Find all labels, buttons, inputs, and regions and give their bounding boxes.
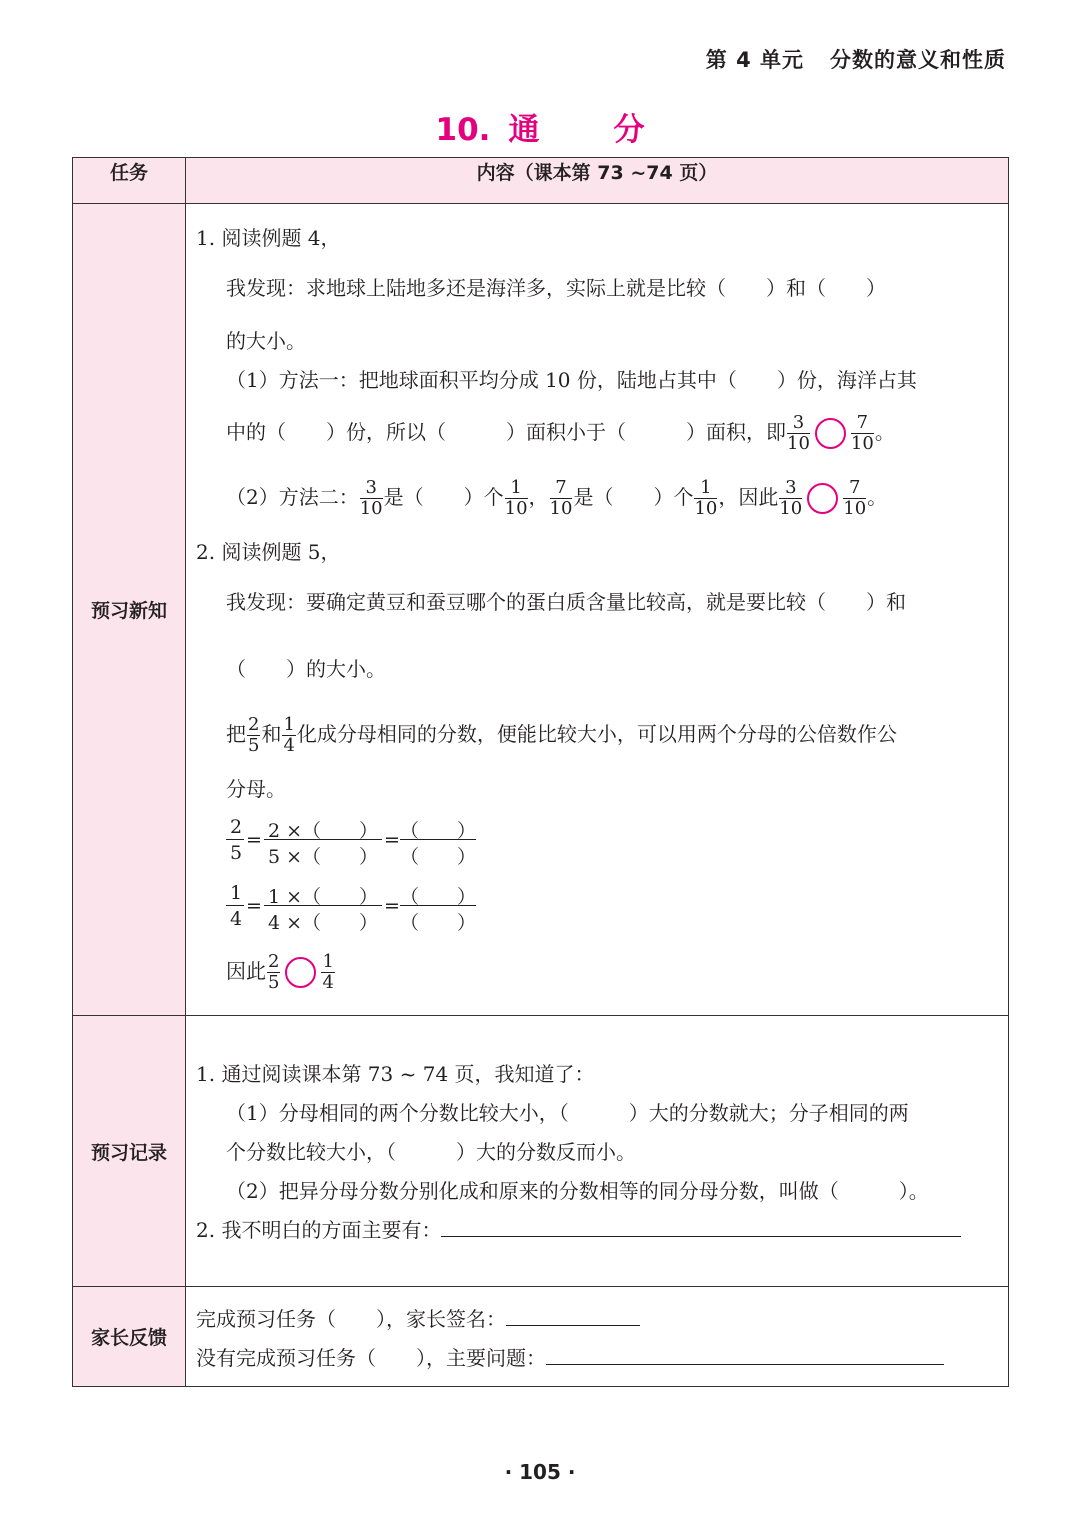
table-row bbox=[73, 204, 1009, 1016]
unit-header bbox=[706, 44, 1006, 74]
fraction-1-10: $\frac{1}{10}$ bbox=[504, 477, 528, 519]
method1-line2: 中的（ ）份，所以（ ）面积小于（ ）面积，即 $\frac{3}{10}$ $\frac{7}{10}$ 。 bbox=[226, 412, 895, 454]
unit-topic: 分数的意义和性质 bbox=[830, 48, 1006, 72]
expansion-1-4: 1 4 = 1 ×（ ） 4 ×（ ） = （ ） （ ） bbox=[226, 882, 486, 934]
compare-circle[interactable] bbox=[807, 483, 838, 514]
page-number: · 105 · bbox=[504, 1460, 576, 1484]
q2-discovery-cont: （ ）的大小。 bbox=[226, 657, 386, 681]
q2-method-line: 把 $\frac{2}{5}$ 和 $\frac{1}{4}$ 化成分母相同的分数，便能比较大小，可以用两个分母的公倍数作公 bbox=[226, 714, 897, 756]
q1-discovery: 我发现：求地球上陆地多还是海洋多，实际上就是比较（ ）和（ ） bbox=[226, 276, 886, 300]
fraction-3-10: $\frac{3}{10}$ bbox=[779, 477, 803, 519]
record-content bbox=[186, 1016, 1009, 1287]
table-header-row bbox=[73, 158, 1009, 204]
record-p1-line1: （1）分母相同的两个分数比较大小，（ ）大的分数就大；分子相同的两 bbox=[226, 1101, 909, 1125]
fraction-1-10: $\frac{1}{10}$ bbox=[694, 477, 718, 519]
page-title: 10. 通 分 bbox=[435, 112, 645, 148]
compare-circle[interactable] bbox=[815, 418, 846, 449]
expansion-2-5: 2 5 = 2 ×（ ） 5 ×（ ） = （ ） （ ） bbox=[226, 816, 486, 868]
task-label-record: 预习记录 bbox=[73, 1016, 186, 1287]
conclusion-line: 因此 $\frac{2}{5}$ $\frac{1}{4}$ bbox=[226, 951, 334, 993]
feedback-content bbox=[186, 1287, 1009, 1387]
record-p1-line2: 个分数比较大小，（ ）大的分数反而小。 bbox=[226, 1140, 636, 1164]
fraction-7-10: $\frac{7}{10}$ bbox=[549, 477, 573, 519]
col-header-task: 任务 bbox=[73, 158, 186, 204]
feedback-line2: 没有完成预习任务（ ），主要问题： bbox=[196, 1346, 944, 1370]
compare-circle[interactable] bbox=[285, 957, 316, 988]
signature-blank[interactable] bbox=[506, 1307, 640, 1326]
task-label-preview: 预习新知 bbox=[73, 204, 186, 1016]
fraction-2-5: $\frac{2}{5}$ bbox=[248, 714, 260, 756]
fraction-7-10: $\frac{7}{10}$ bbox=[843, 477, 867, 519]
answer-blank[interactable] bbox=[441, 1218, 961, 1237]
q2-heading: 2. 阅读例题 5， bbox=[196, 540, 341, 564]
q1-discovery-cont: 的大小。 bbox=[226, 329, 306, 353]
method1-line1: （1）方法一：把地球面积平均分成 10 份，陆地占其中（ ）份，海洋占其 bbox=[226, 368, 917, 392]
table-row bbox=[73, 1287, 1009, 1387]
fraction-1-4: $\frac{1}{4}$ bbox=[283, 714, 295, 756]
col-header-content: 内容（课本第 73 ~74 页） bbox=[186, 158, 1009, 204]
fraction-3-10: $\frac{3}{10}$ bbox=[359, 477, 383, 519]
record-q1: 1. 通过阅读课本第 73 ~ 74 页，我知道了： bbox=[196, 1062, 595, 1086]
task-label-feedback: 家长反馈 bbox=[73, 1287, 186, 1387]
problem-blank[interactable] bbox=[546, 1346, 944, 1365]
method2-line: （2）方法二： $\frac{3}{10}$ 是（ ）个 $\frac{1}{10}$ ， $\frac{7}{10}$ 是（ ）个 $\frac{1}{10}$ ，因此 $\frac{3}{10}$ $\frac{7}{10}$ 。 bbox=[226, 477, 888, 519]
q2-method-cont: 分母。 bbox=[226, 777, 286, 801]
record-p2: （2）把异分母分数分别化成和原来的分数相等的同分母分数，叫做（ ）。 bbox=[226, 1179, 929, 1203]
unit-number: 第 4 单元 bbox=[705, 48, 804, 72]
fraction-1-4: $\frac{1}{4}$ bbox=[322, 951, 334, 993]
q1-heading: 1. 阅读例题 4， bbox=[196, 226, 341, 250]
preview-content bbox=[186, 204, 1009, 1016]
worksheet-table bbox=[72, 157, 1009, 1387]
record-q2: 2. 我不明白的方面主要有： bbox=[196, 1218, 961, 1242]
feedback-line1: 完成预习任务（ ），家长签名： bbox=[196, 1307, 640, 1331]
table-row bbox=[73, 1016, 1009, 1287]
fraction-3-10: $\frac{3}{10}$ bbox=[787, 412, 810, 454]
q2-discovery: 我发现：要确定黄豆和蚕豆哪个的蛋白质含量比较高，就是要比较（ ）和 bbox=[226, 590, 906, 614]
fraction-2-5: $\frac{2}{5}$ bbox=[268, 951, 280, 993]
fraction-7-10: $\frac{7}{10}$ bbox=[850, 412, 874, 454]
